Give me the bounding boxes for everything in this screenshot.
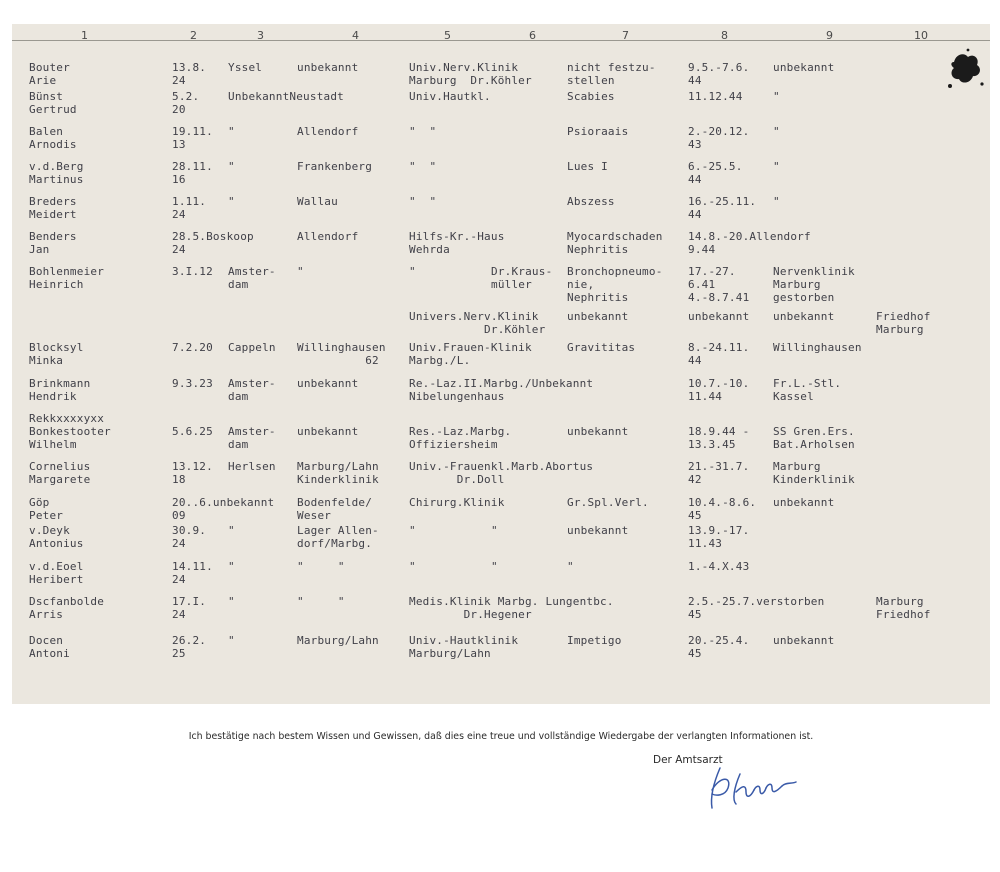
- cell-physician: Dr.Kraus- müller: [491, 265, 553, 291]
- cell-name: v.d.Eoel Heribert: [29, 560, 84, 586]
- column-number-7: 7: [622, 29, 629, 42]
- cell-hospital: ": [409, 560, 416, 573]
- cell-burial: Marburg Friedhof: [876, 595, 931, 621]
- cell-name: Brinkmann Hendrik: [29, 377, 91, 403]
- cell-hospital: ": [409, 265, 416, 278]
- cell-birth-date: 7.2.20: [172, 341, 213, 354]
- cell-discharge: unbekannt: [773, 61, 835, 74]
- cell-hospital: " ": [409, 195, 437, 208]
- attestation-footer: [12, 704, 990, 864]
- cell-birth-place: ": [228, 195, 235, 208]
- column-number-3: 3: [257, 29, 264, 42]
- cell-discharge: unbekannt: [773, 496, 835, 509]
- cell-treatment-period: 11.12.44: [688, 90, 743, 103]
- cell-birth-date: 1.11. 24: [172, 195, 207, 221]
- cell-name: Göp Peter: [29, 496, 64, 522]
- cell-residence: Willinghausen 62: [297, 341, 386, 367]
- cell-discharge: Willinghausen: [773, 341, 862, 354]
- cell-treatment-period: 6.-25.5. 44: [688, 160, 743, 186]
- cell-residence: Frankenberg: [297, 160, 373, 173]
- ink-blot-icon: [946, 44, 990, 94]
- column-number-6: 6: [529, 29, 536, 42]
- cell-residence: Allendorf: [297, 125, 359, 138]
- cell-treatment-period: 9.5.-7.6. 44: [688, 61, 750, 87]
- cell-treatment-period: 10.4.-8.6. 45: [688, 496, 757, 522]
- cell-name: Rekkxxxxyxx Bonkestooter Wilhelm: [29, 412, 111, 451]
- cell-diagnosis: Gravititas: [567, 341, 636, 354]
- cell-hospital: Univ.Frauen-Klinik Marbg./L.: [409, 341, 532, 367]
- cell-treatment-period: 20.-25.4. 45: [688, 634, 750, 660]
- cell-residence: Allendorf: [297, 230, 359, 243]
- cell-diagnosis: Gr.Spl.Verl.: [567, 496, 649, 509]
- cell-birth-place: Cappeln: [228, 341, 276, 354]
- signature-icon: [702, 758, 812, 818]
- cell-hospital: " ": [409, 160, 437, 173]
- cell-birth-place: ": [228, 560, 235, 573]
- cell-name: Cornelius Margarete: [29, 460, 91, 486]
- cell-treatment-period: 13.9.-17. 11.43: [688, 524, 750, 550]
- cell-name: Docen Antoni: [29, 634, 70, 660]
- cell-name: Balen Arnodis: [29, 125, 77, 151]
- cell-hospital: Medis.Klinik Marbg. Lungentbc. Dr.Hegener: [409, 595, 614, 621]
- column-number-10: 10: [914, 29, 928, 42]
- cell-birth-date: 19.11. 13: [172, 125, 213, 151]
- cell-name: Breders Meidert: [29, 195, 77, 221]
- cell-treatment-period: 8.-24.11. 44: [688, 341, 750, 367]
- column-number-9: 9: [826, 29, 833, 42]
- cell-birth-place: Yssel: [228, 61, 263, 74]
- cell-hospital: Univ.Hautkl.: [409, 90, 491, 103]
- cell-diagnosis: Lues I: [567, 160, 608, 173]
- cell-discharge: ": [773, 195, 780, 208]
- cell-burial: Friedhof Marburg: [876, 310, 931, 336]
- record-sheet: [12, 24, 990, 705]
- cell-discharge: unbekannt: [773, 634, 835, 647]
- cell-name: Benders Jan: [29, 230, 77, 256]
- cell-name: v.Deyk Antonius: [29, 524, 84, 550]
- cell-birth-date: 3.I.12: [172, 265, 213, 278]
- cell-physician: ": [491, 524, 498, 537]
- cell-treatment-period: 21.-31.7. 42: [688, 460, 750, 486]
- cell-diagnosis: Myocardschaden Nephritis: [567, 230, 663, 256]
- cell-hospital: Univ.Nerv.Klinik Marburg Dr.Köhler: [409, 61, 532, 87]
- cell-hospital: Univ.-Hautklinik Marburg/Lahn: [409, 634, 519, 660]
- cell-diagnosis: unbekannt: [567, 310, 629, 323]
- header-rule: [12, 40, 990, 41]
- cell-hospital: Univers.Nerv.Klinik Dr.Köhler: [409, 310, 546, 336]
- cell-discharge: Nervenklinik Marburg gestorben: [773, 265, 855, 304]
- cell-residence: " ": [297, 560, 345, 573]
- cell-birth-date: 20..6.unbekannt 09: [172, 496, 275, 522]
- cell-diagnosis: nicht festzu- stellen: [567, 61, 656, 87]
- cell-hospital: Hilfs-Kr.-Haus Wehrda: [409, 230, 505, 256]
- attestation-text: Ich bestätige nach bestem Wissen und Gewissen, daß dies eine treue und vollständige Wiedergabe der verlangten Informationen ist.: [188, 731, 814, 742]
- cell-name: Blocksyl Minka: [29, 341, 84, 367]
- cell-name: v.d.Berg Martinus: [29, 160, 84, 186]
- cell-diagnosis: ": [567, 560, 574, 573]
- cell-residence: Lager Allen- dorf/Marbg.: [297, 524, 379, 550]
- cell-name: Bünst Gertrud: [29, 90, 77, 116]
- cell-treatment-period: 17.-27. 6.41 4.-8.7.41: [688, 265, 750, 304]
- cell-treatment-period: unbekannt: [688, 310, 750, 323]
- cell-name: Bouter Arie: [29, 61, 70, 87]
- cell-treatment-period: 1.-4.X.43: [688, 560, 750, 573]
- cell-discharge: ": [773, 125, 780, 138]
- cell-hospital: Chirurg.Klinik: [409, 496, 505, 509]
- cell-discharge: unbekannt: [773, 310, 835, 323]
- cell-birth-place: Amster- dam: [228, 377, 276, 403]
- cell-hospital: " ": [409, 125, 437, 138]
- cell-diagnosis: Bronchopneumo- nie, Nephritis: [567, 265, 663, 304]
- cell-residence: " ": [297, 595, 345, 608]
- cell-diagnosis: Impetigo: [567, 634, 622, 647]
- cell-discharge: SS Gren.Ers. Bat.Arholsen: [773, 425, 855, 451]
- cell-residence: Marburg/Lahn: [297, 634, 379, 647]
- cell-birth-date: 26.2. 25: [172, 634, 207, 660]
- cell-residence: Marburg/Lahn Kinderklinik: [297, 460, 379, 486]
- cell-discharge: Marburg Kinderklinik: [773, 460, 855, 486]
- cell-birth-date: 5.2. 20: [172, 90, 200, 116]
- cell-birth-date: 9.3.23: [172, 377, 213, 390]
- cell-birth-place: ": [228, 125, 235, 138]
- cell-birth-date: 28.5.Boskoop 24: [172, 230, 254, 256]
- cell-residence: unbekannt: [297, 377, 359, 390]
- column-number-5: 5: [444, 29, 451, 42]
- cell-hospital: Res.-Laz.Marbg. Offiziersheim: [409, 425, 512, 451]
- cell-diagnosis: Psioraais: [567, 125, 629, 138]
- cell-diagnosis: unbekannt: [567, 425, 629, 438]
- column-number-2: 2: [190, 29, 197, 42]
- cell-birth-place: ": [228, 595, 235, 608]
- cell-diagnosis: Scabies: [567, 90, 615, 103]
- cell-residence: Bodenfelde/ Weser: [297, 496, 373, 522]
- cell-birth-place: ": [228, 160, 235, 173]
- cell-birth-date: 28.11. 16: [172, 160, 213, 186]
- cell-birth-date: 17.I. 24: [172, 595, 207, 621]
- cell-birth-place: UnbekanntNeustadt: [228, 90, 344, 103]
- cell-birth-place: Herlsen: [228, 460, 276, 473]
- cell-discharge: Fr.L.-Stl. Kassel: [773, 377, 842, 403]
- column-number-8: 8: [721, 29, 728, 42]
- cell-residence: Wallau: [297, 195, 338, 208]
- cell-birth-date: 14.11. 24: [172, 560, 213, 586]
- cell-treatment-period: 10.7.-10. 11.44: [688, 377, 750, 403]
- cell-discharge: ": [773, 90, 780, 103]
- cell-residence: ": [297, 265, 304, 278]
- cell-birth-place: Amster- dam: [228, 265, 276, 291]
- cell-hospital: Re.-Laz.II.Marbg./Unbekannt Nibelungenhaus: [409, 377, 594, 403]
- cell-treatment-period: 16.-25.11. 44: [688, 195, 757, 221]
- cell-birth-date: 30.9. 24: [172, 524, 207, 550]
- officer-title: Der Amtsarzt: [653, 754, 723, 766]
- cell-birth-place: ": [228, 634, 235, 647]
- cell-birth-date: 5.6.25: [172, 425, 213, 438]
- cell-birth-date: 13.12. 18: [172, 460, 213, 486]
- column-number-1: 1: [81, 29, 88, 42]
- cell-name: Dscfanbolde Arris: [29, 595, 105, 621]
- cell-treatment-period: 18.9.44 - 13.3.45: [688, 425, 750, 451]
- cell-diagnosis: unbekannt: [567, 524, 629, 537]
- column-number-4: 4: [352, 29, 359, 42]
- cell-treatment-period: 2.5.-25.7.verstorben 45: [688, 595, 825, 621]
- cell-treatment-period: 2.-20.12. 43: [688, 125, 750, 151]
- cell-hospital: ": [409, 524, 416, 537]
- cell-birth-date: 13.8. 24: [172, 61, 207, 87]
- cell-name: Bohlenmeier Heinrich: [29, 265, 105, 291]
- cell-hospital: Univ.-Frauenkl.Marb.Abortus Dr.Doll: [409, 460, 594, 486]
- cell-physician: ": [491, 560, 498, 573]
- cell-discharge: ": [773, 160, 780, 173]
- cell-treatment-period: 14.8.-20.Allendorf 9.44: [688, 230, 811, 256]
- cell-residence: unbekannt: [297, 425, 359, 438]
- cell-birth-place: ": [228, 524, 235, 537]
- cell-diagnosis: Abszess: [567, 195, 615, 208]
- cell-residence: unbekannt: [297, 61, 359, 74]
- cell-birth-place: Amster- dam: [228, 425, 276, 451]
